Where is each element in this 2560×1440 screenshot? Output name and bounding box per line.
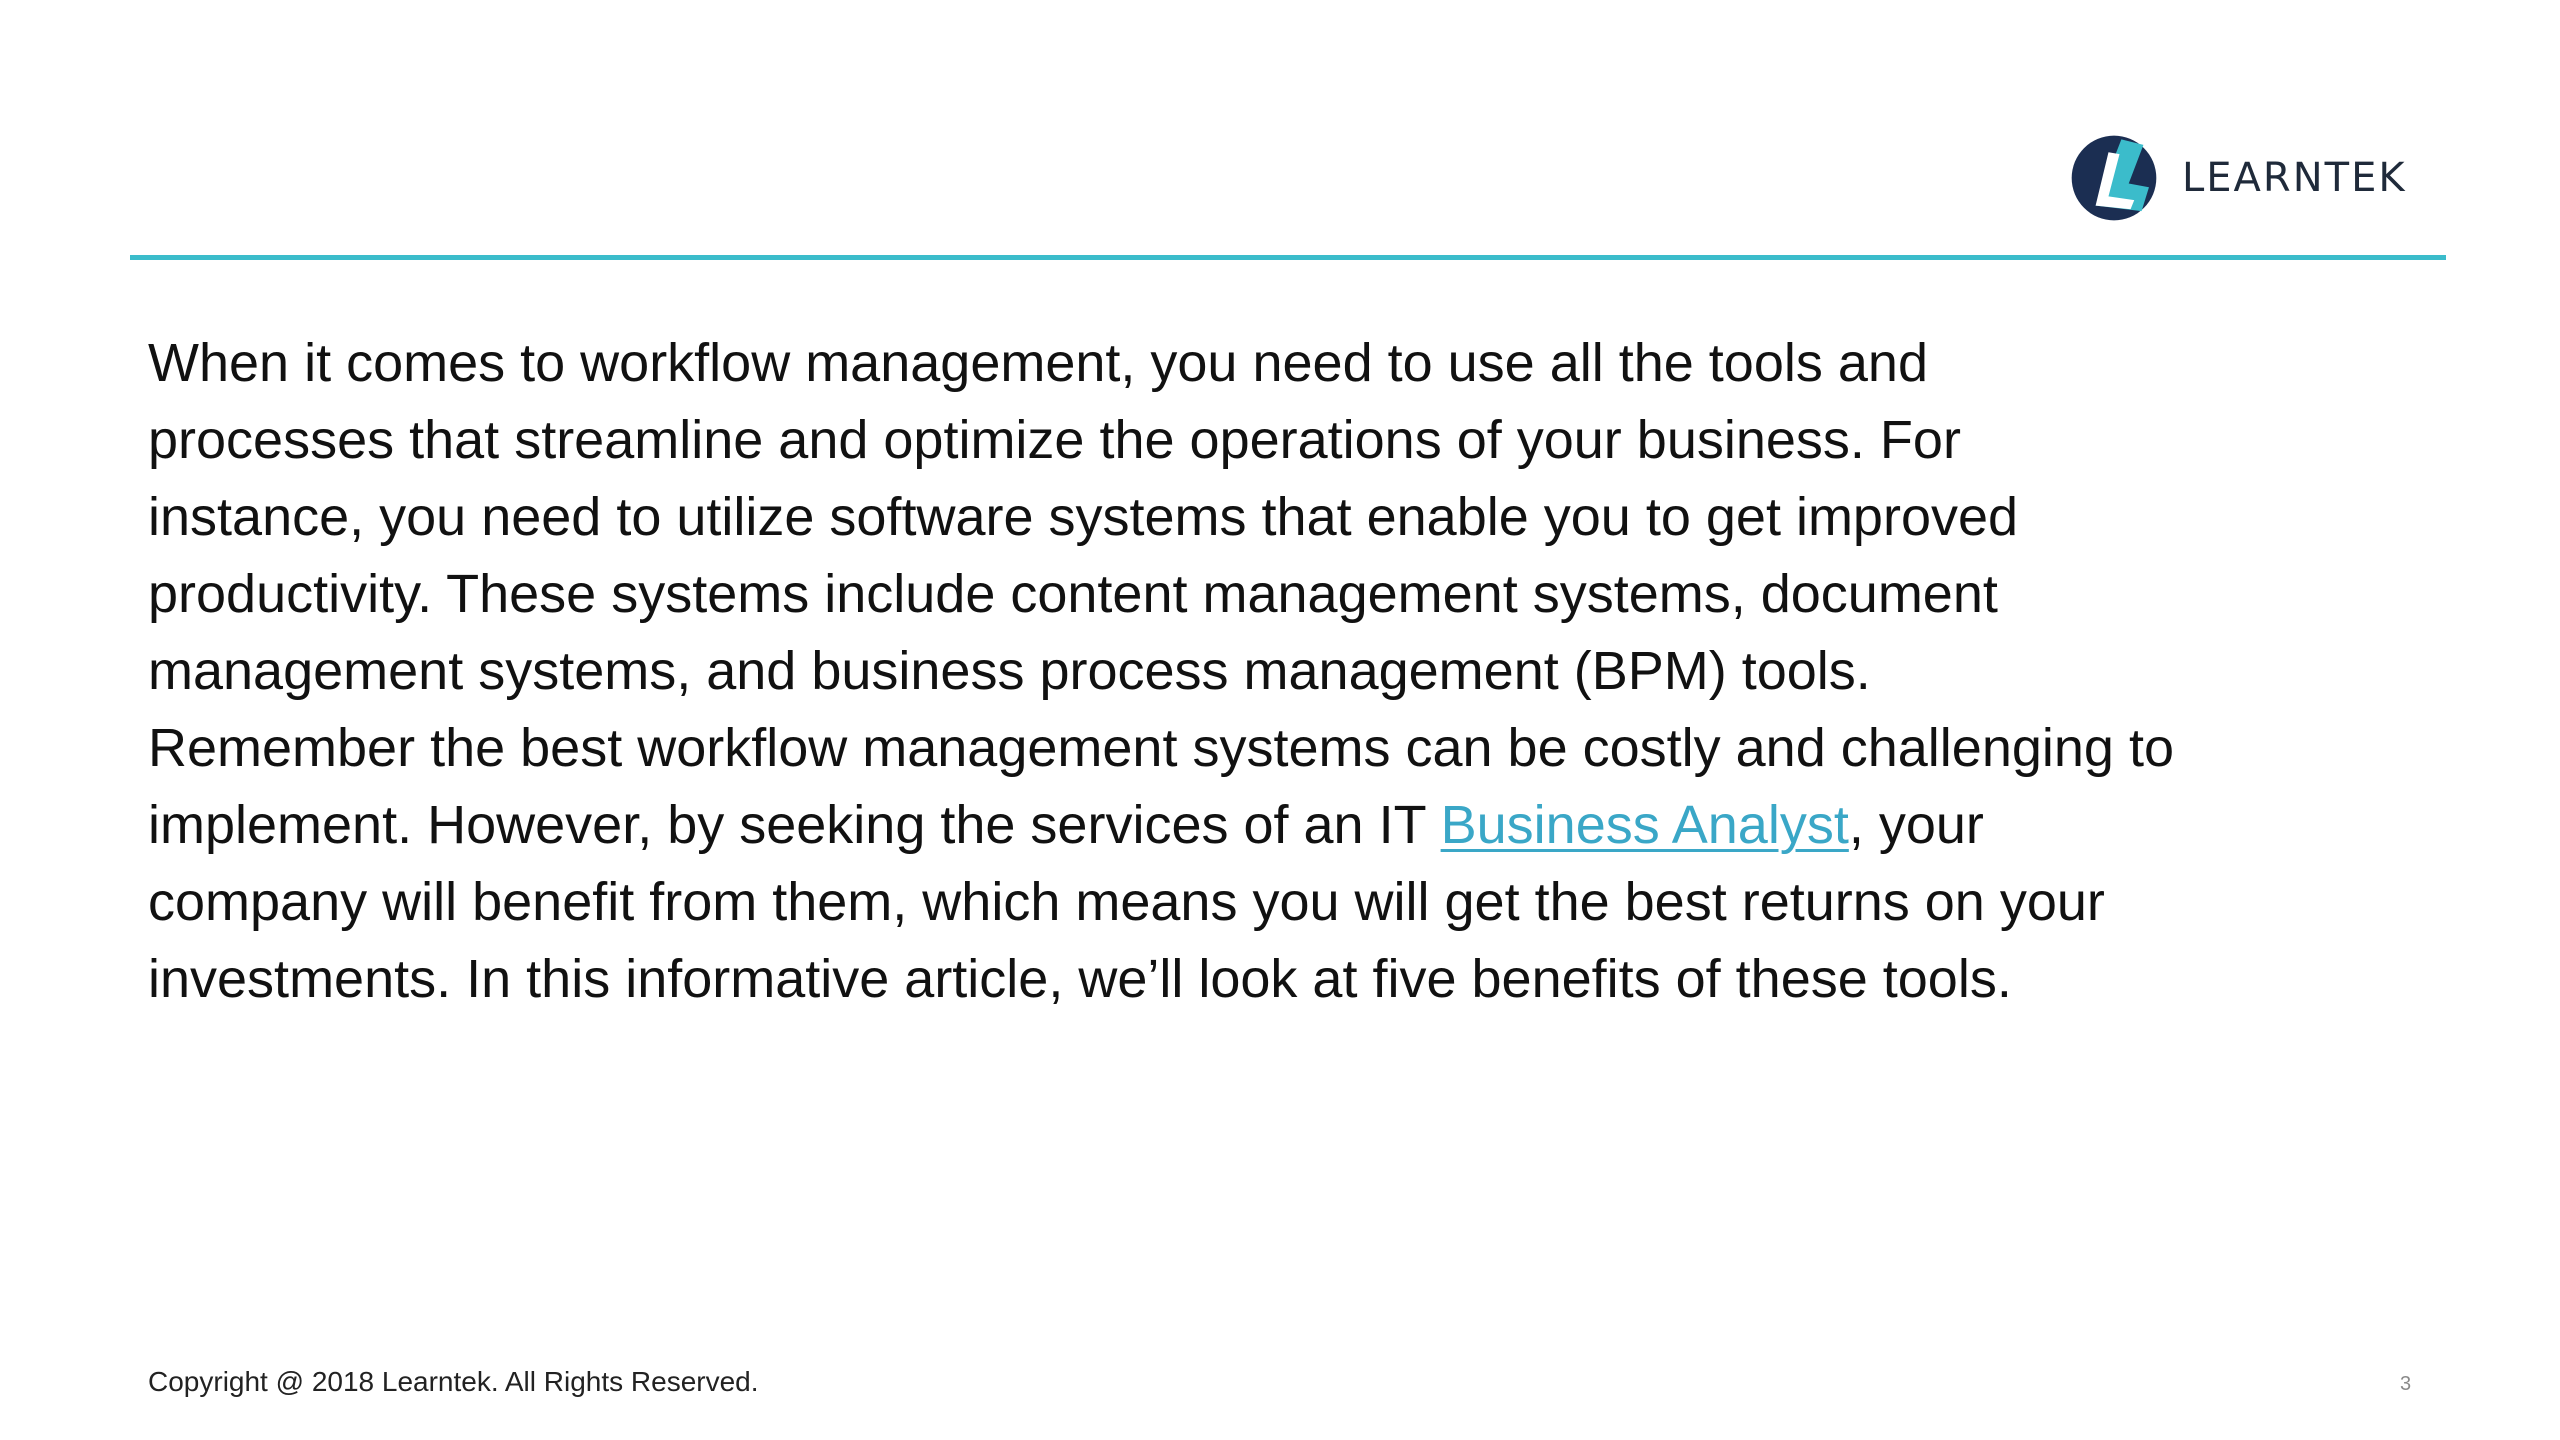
body-line: When it comes to workflow management, you need to use all the tools and [148, 333, 1928, 393]
header-divider [130, 255, 2446, 260]
body-text-segment: implement. However, by seeking the services of an IT [148, 795, 1441, 855]
body-line-with-link [148, 787, 2428, 864]
body-line: management systems, and business process management (BPM) tools. [148, 641, 1871, 701]
body-line: instance, you need to utilize software systems that enable you to get improved [148, 487, 2019, 547]
copyright-text: Copyright @ 2018 Learntek. All Rights Reserved. [148, 1366, 759, 1397]
logo-wordmark: LEARNTEK [2182, 154, 2407, 201]
body-text [148, 325, 2428, 1018]
body-line: processes that streamline and optimize the operations of your business. For [148, 410, 1961, 470]
body-text-segment: , your [1848, 795, 1984, 855]
body-line: productivity. These systems include content management systems, document [148, 564, 1998, 624]
body-line: company will benefit from them, which means you will get the best returns on your [148, 872, 2105, 932]
learntek-logo-icon [2068, 132, 2160, 224]
business-analyst-link[interactable]: Business Analyst [1440, 795, 1849, 855]
page-number: 3 [2400, 1373, 2412, 1395]
learntek-logo[interactable] [2068, 130, 2407, 225]
body-line: Remember the best workflow management systems can be costly and challenging to [148, 718, 2175, 778]
body-line: investments. In this informative article, we’ll look at five benefits of these tools. [148, 949, 2012, 1009]
